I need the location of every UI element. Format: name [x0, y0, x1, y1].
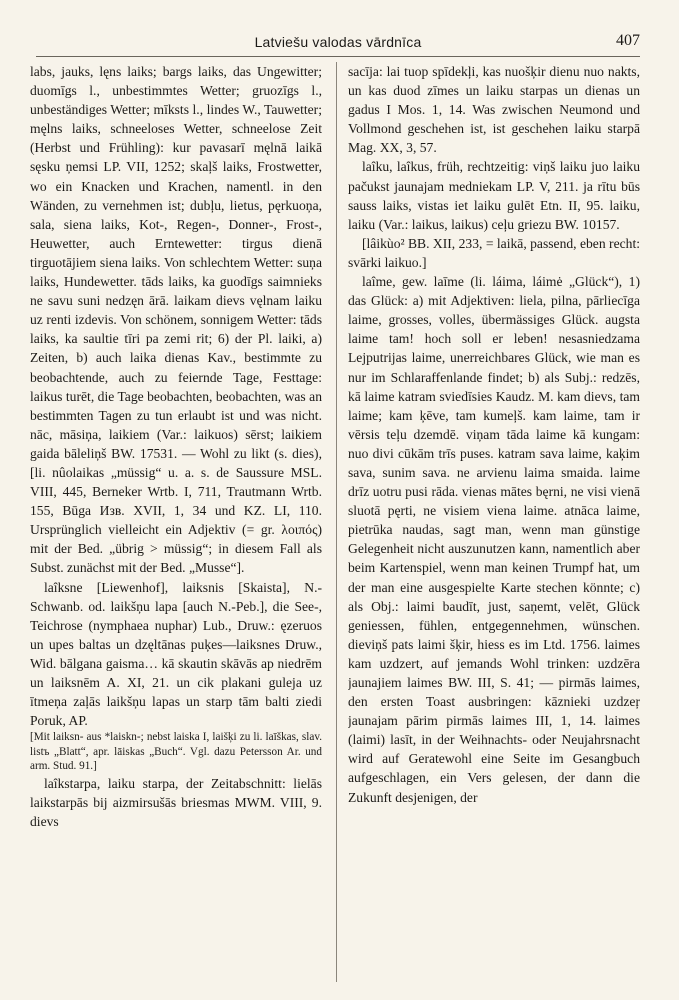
right-column: [348, 62, 640, 982]
entry-laiksne: laîksne [Liewenhof], laiksnis [Skaista], N.-Schwanb. od. laikšņu lapa [auch N.-Peb.], die See-, Teichrose (nymphaea nuphar) Lub., Druw.: ęzeruos un upes baltas un dzęltānas puķes—laiksnes Druw., Wid. bālgana gaisma… kā skautin skāvās ap niedrēm un laiksnēm A. XI, 21. un cik plakani guleja uz ītmeņa zaļās laikšņu lapas un starp tām balti ziedi Poruk, AP.: [30, 579, 322, 729]
entry-laiku: laîku, laîkus, früh, rechtzeitig: viņš laiku juo laiku pačukst jaunajam medniekam LP. V, 211. ja rītu būs sauss laiks, vistas iet laiku gulēt Etn. II, 95. laiku, laiku (Var.: laikus, laikus) ceļu griezu BW. 10157.: [348, 159, 640, 232]
entry-laikuo: [lâikùo² BB. XII, 233, = laikā, passend, eben recht: svārki laikuo.]: [348, 235, 640, 270]
entry-laime: laîme, gew. laīme (li. láima, láimė „Glück“), 1) das Glück: a) mit Adjektiven: liela, pilna, pārliecīga laime, grosses, volles, übermässiges Glück. augsta laime tam! hoch soll er leben! nesasniedzama Lejputrijas laime, unerreichbares Glück, wie man es nur im Schlaraffenlande findet; b) als Subj.: redzēs, kā laime katram sviedīsies Kaudz. M. kam dievs, tam laime; kam ķēve, tam kumeļš. kam laime, tam ir vērsis teļu dzemdē. viņam tāda laime kā kungam: nuo divi cūkām trīs puses. katram sava laime, kaķim sava, sunim sava. ne arvienu laima smaida. laime drīz uotru pusi rāda. vienas mātes bęrni, ne visi vienā sluotā pęrti, ne visiem viena laime. atnāca laime, pietrūka naudas, sagt man, wenn man günstige Gelegenheit nicht auszunutzen kann, namentlich aber beim Kartenspiel, wenn man keinen Trumpf hat, um der man eine ausgespielte Karte stechen könnte; c) als Obj.: laimi baudīt, just, saņemt, velēt, Glück geniessen, fühlen, entgegennehmen, wünschen. dieviņš pats laimi šķir, hiess es im Ltd. 1756. laimes kam uzdzert, auf jemands Wohl trinken: uzdzēra jaunajiem laimes BW. III, S. 41; — pirmās laimes, den ersten Toast ausbringen: kāznieki uzdzeŗ jaunajam pārim pirmās laimes III, 1, 14. laimes (laimi) lasīt, in der Weihnachts- oder Neujahrsnacht wird auf Geratewohl eine Seite im Gesangbuch aufgeschlagen, ein Vers gelesen, der dann die Zukunft desjenigen, der: [348, 274, 640, 805]
page-header: [36, 24, 640, 57]
etymology-note-laiksne: [Mit laiksn- aus *laiskn-; nebst laiska I, laišķi zu li. laīškas, slav. listъ „Blatt“, apr. lāiskas „Buch“. Vgl. dazu Petersson Ar. und arm. Stud. 91.]: [30, 731, 322, 773]
column-divider: [336, 62, 337, 982]
entry-continuation-laikstarpa: sacīja: lai tuop spīdekļi, kas nuošķir dienu nuo nakts, un kas duod zīmes un laiku starpas un dienas un gadus I Mos. 1, 14. Was zwischen Neumond und Vollmond geschehen ist, ist geschehen laiku starpā Mag. XX, 3, 57.: [348, 64, 640, 156]
page-number: 407: [616, 32, 640, 49]
entry-laikstarpa: laîkstarpa, laiku starpa, der Zeitabschnitt: lielās laikstarpās bij aizmirsušās briesmas MWM. VIII, 9. dievs: [30, 776, 322, 830]
text-columns: [30, 62, 642, 982]
running-title: Latviešu valodas vārdnīca: [254, 34, 422, 50]
left-column: [30, 62, 322, 982]
entry-continuation-laiks: labs, jauks, lęns laiks; bargs laiks, das Ungewitter; duomīgs l., unbestimmtes Wetter; gruozīgs l., unbeständiges Wetter; mīksts l., lindes W., Tauwetter; męlns laiks, schneeloses Wetter, schneelose Zeit (Herbst und Frühling): kur pavasarī męlnā laikā sęsku ņemsi LP. VII, 1252; skaļš laiks, Frostwetter, wo ein Knacken und Krachen, namentl. in den Wänden, zu vernehmen ist; dubļu, lietus, pęrkuoņa, sala, siena laiks, Kot-, Regen-, Donner-, Frost-, Heuwetter, auch Erntewetter: tirgus dienā tirguotājiem siena laiks. Von schlechtem Wetter: suņa laiks, Hundewetter. tāds laiks, ka guodīgs saimnieks ne savu suni nedzęn ārā. laikam dievs vęlnam laiku uz renti izdevis. Von schönem, sonnigem Wetter: tāds laiks, ka saultie tīri pa zemi rit; 6) der Pl. laiki, a) Zeiten, b) auch laika dienas Kav., bestimmte zu beobachtende, auch zu feiernde Tage, Festtage: laikus turēt, die Tage beobachten, beobachten, was an bestimmten Tagen zu tun erlaubt ist und was nicht. nāc, māsiņa, laikiem (Var.: laikuos) sērst; laikiem gaida bāleliņš BW. 17531. — Wohl zu likt (s. dies), [li. nûolaikas „müssig“ u. a. s. de Saussure MSL. VIII, 445, Berneker Wrtb. I, 711, Trautmann Wrtb. 155, Būga Изв. XVII, 1, 34 und KZ. LI, 110. Ursprünglich vielleicht ein Adjektiv (= gr. λοιπός) mit der Bed. „übrig > müssig“; in diesem Fall als Subst. zunächst mit der Bed. „Musse“].: [30, 64, 322, 576]
